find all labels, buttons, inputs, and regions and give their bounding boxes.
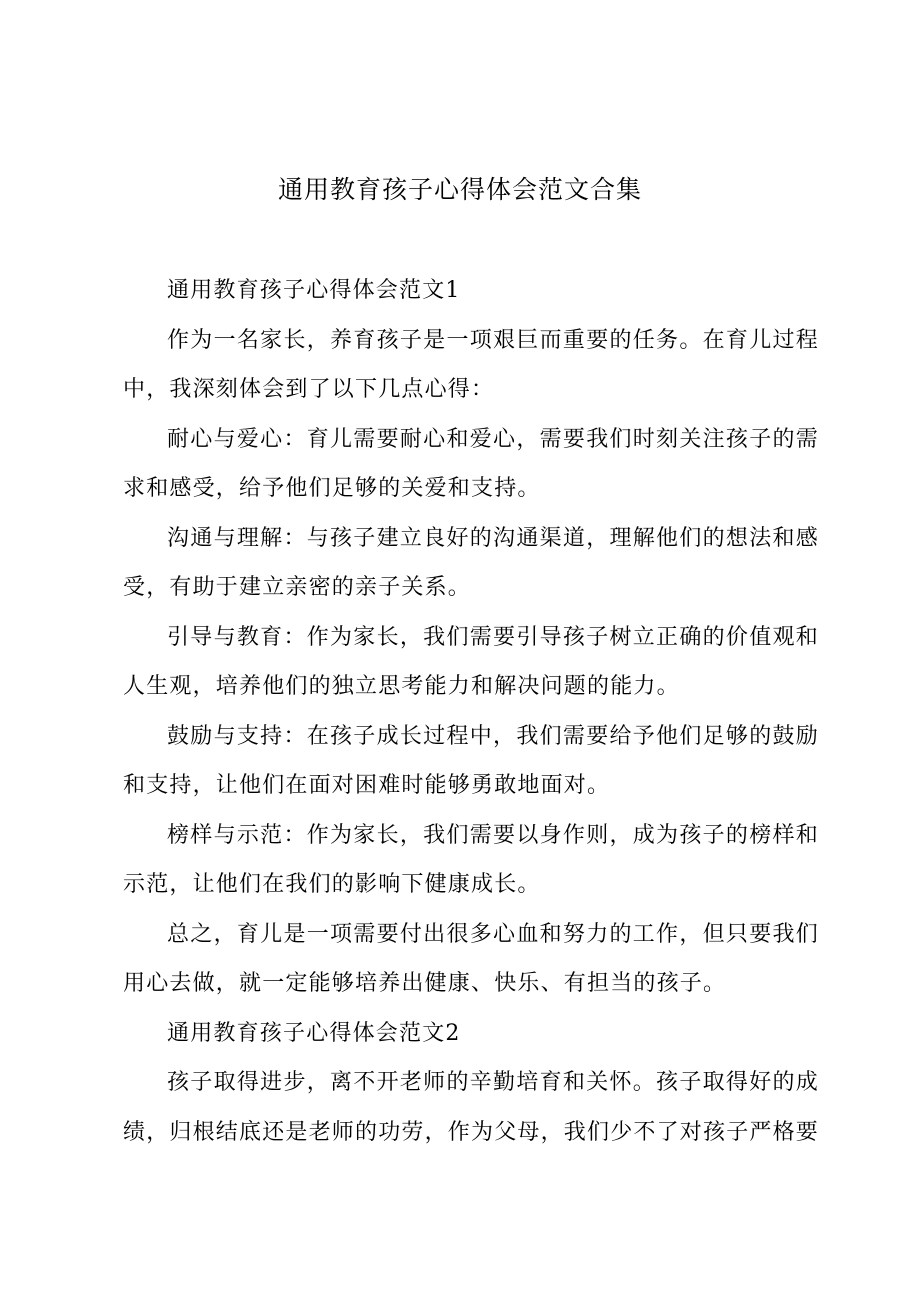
communication-paragraph: 沟通与理解：与孩子建立良好的沟通渠道，理解他们的想法和感受，有助于建立亲密的亲子关系。: [123, 525, 819, 600]
document-title: 通用教育孩子心得体会范文合集: [277, 175, 642, 204]
document-body: [123, 266, 819, 1157]
intro-paragraph: 作为一名家长，养育孩子是一项艰巨而重要的任务。在育儿过程中，我深刻体会到了以下几点心得：: [123, 327, 819, 402]
encouragement-paragraph: 鼓励与支持：在孩子成长过程中，我们需要给予他们足够的鼓励和支持，让他们在面对困难时能够勇敢地面对。: [123, 723, 819, 798]
essay-2-paragraph: 孩子取得进步，离不开老师的辛勤培育和关怀。孩子取得好的成绩，归根结底还是老师的功劳，作为父母，我们少不了对孩子严格要: [123, 1070, 820, 1145]
essay-heading-1: 通用教育孩子心得体会范文1: [167, 278, 461, 303]
patience-paragraph: 耐心与爱心：育儿需要耐心和爱心，需要我们时刻关注孩子的需求和感受，给予他们足够的关爱和支持。: [123, 426, 819, 501]
summary-paragraph: 总之，育儿是一项需要付出很多心血和努力的工作，但只要我们用心去做，就一定能够培养出健康、快乐、有担当的孩子。: [123, 921, 819, 996]
essay-heading-2: 通用教育孩子心得体会范文2: [167, 1020, 461, 1046]
role-model-paragraph: 榜样与示范：作为家长，我们需要以身作则，成为孩子的榜样和示范，让他们在我们的影响下健康成长。: [123, 822, 819, 897]
guidance-paragraph: 引导与教育：作为家长，我们需要引导孩子树立正确的价值观和人生观，培养他们的独立思考能力和解决问题的能力。: [123, 624, 819, 699]
